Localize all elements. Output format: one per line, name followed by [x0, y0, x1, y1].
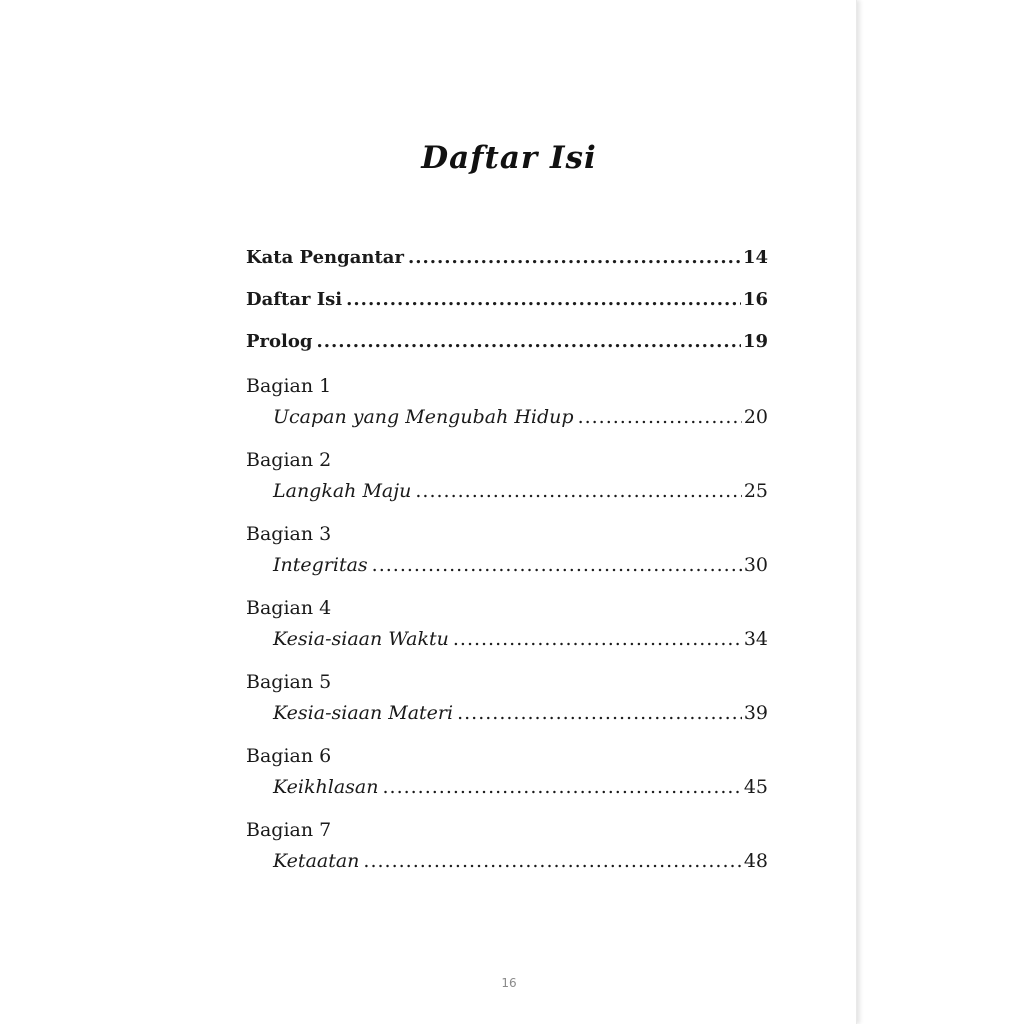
toc-entry-label: Daftar Isi	[246, 289, 343, 310]
toc-entry-daftar-isi	[246, 288, 768, 312]
part-heading-5: Bagian 5	[246, 671, 332, 693]
part-heading-4: Bagian 4	[246, 597, 332, 619]
toc-entry-page: 19	[742, 331, 768, 352]
part-heading-1: Bagian 1	[246, 375, 332, 397]
toc-entry-part-1	[273, 405, 768, 429]
toc-entry-part-7	[273, 849, 768, 873]
toc-entry-label: Kesia-siaan Waktu	[273, 628, 449, 650]
toc-entry-part-5	[273, 701, 768, 725]
toc-entry-label: Langkah Maju	[273, 480, 412, 502]
toc-entry-part-2	[273, 479, 768, 503]
dot-leader	[453, 627, 742, 651]
dot-leader	[415, 479, 741, 503]
toc-entry-page: 48	[743, 850, 768, 872]
toc-entry-label: Ucapan yang Mengubah Hidup	[273, 406, 574, 428]
toc-entry-part-4	[273, 627, 768, 651]
part-heading-7: Bagian 7	[246, 819, 332, 841]
toc-entry-page: 34	[743, 628, 768, 650]
toc-entry-part-3	[273, 553, 768, 577]
toc-entry-page: 39	[743, 702, 768, 724]
part-heading-6: Bagian 6	[246, 745, 332, 767]
toc-entry-label: Ketaatan	[273, 850, 360, 872]
dot-leader	[408, 246, 741, 270]
page-title: Daftar Isi	[421, 140, 597, 176]
part-heading-2: Bagian 2	[246, 449, 332, 471]
toc-entry-page: 16	[742, 289, 768, 310]
page-number: 16	[501, 976, 517, 990]
toc-entry-label: Kata Pengantar	[246, 247, 404, 268]
toc-entry-page: 45	[743, 776, 768, 798]
dot-leader	[578, 405, 742, 429]
toc-entry-page: 14	[742, 247, 768, 268]
toc-entry-label: Prolog	[246, 331, 313, 352]
toc-entry-page: 20	[743, 406, 768, 428]
dot-leader	[346, 288, 741, 312]
dot-leader	[457, 701, 742, 725]
dot-leader	[382, 775, 741, 799]
toc-entry-label: Keikhlasan	[273, 776, 379, 798]
dot-leader	[363, 849, 741, 873]
toc-entry-label: Integritas	[273, 554, 368, 576]
part-heading-3: Bagian 3	[246, 523, 332, 545]
toc-entry-kata-pengantar	[246, 246, 768, 270]
toc-entry-page: 30	[743, 554, 768, 576]
dot-leader	[372, 553, 742, 577]
toc-entry-prolog	[246, 330, 768, 354]
toc-entry-page: 25	[743, 480, 768, 502]
dot-leader	[316, 330, 740, 354]
toc-entry-part-6	[273, 775, 768, 799]
toc-entry-label: Kesia-siaan Materi	[273, 702, 454, 724]
